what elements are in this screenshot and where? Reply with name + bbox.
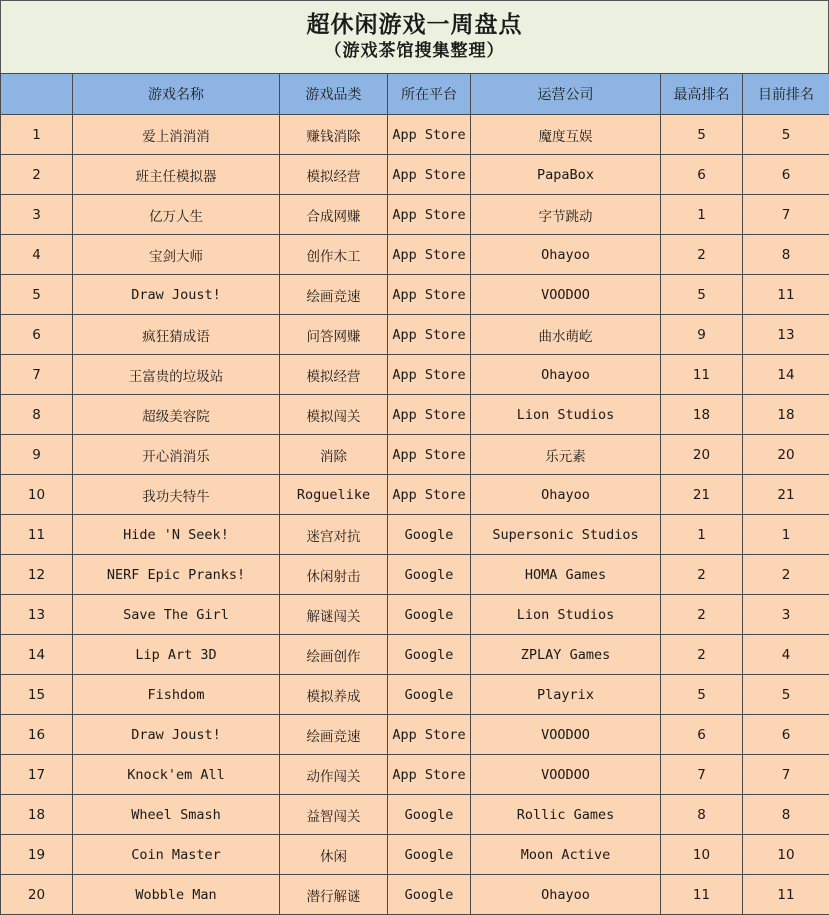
cell-platform[interactable]: Google: [388, 875, 471, 915]
cell-current-rank[interactable]: 1: [743, 515, 829, 555]
cell-best-rank[interactable]: 2: [661, 635, 743, 675]
cell-best-rank[interactable]: 6: [661, 715, 743, 755]
header-col-genre[interactable]: 游戏品类: [280, 74, 388, 115]
cell-best-rank[interactable]: 8: [661, 795, 743, 835]
cell-publisher[interactable]: VOODOO: [471, 715, 661, 755]
cell-game-name[interactable]: 超级美容院: [73, 395, 280, 435]
cell-platform[interactable]: App Store: [388, 155, 471, 195]
cell-publisher[interactable]: HOMA Games: [471, 555, 661, 595]
cell-genre[interactable]: 休闲: [280, 835, 388, 875]
cell-game-name[interactable]: 爱上消消消: [73, 115, 280, 155]
cell-genre[interactable]: 绘画创作: [280, 635, 388, 675]
cell-platform[interactable]: App Store: [388, 395, 471, 435]
cell-best-rank[interactable]: 1: [661, 195, 743, 235]
cell-genre[interactable]: 绘画竞速: [280, 275, 388, 315]
cell-genre[interactable]: 益智闯关: [280, 795, 388, 835]
cell-game-name[interactable]: Coin Master: [73, 835, 280, 875]
cell-genre[interactable]: 消除: [280, 435, 388, 475]
cell-current-rank[interactable]: 11: [743, 875, 829, 915]
header-col-publisher[interactable]: 运营公司: [471, 74, 661, 115]
cell-genre[interactable]: 赚钱消除: [280, 115, 388, 155]
cell-game-name[interactable]: Hide 'N Seek!: [73, 515, 280, 555]
cell-platform[interactable]: App Store: [388, 755, 471, 795]
cell-index[interactable]: 8: [1, 395, 73, 435]
cell-publisher[interactable]: 曲水萌屹: [471, 315, 661, 355]
cell-current-rank[interactable]: 7: [743, 195, 829, 235]
table-row[interactable]: [1, 715, 829, 755]
cell-current-rank[interactable]: 7: [743, 755, 829, 795]
cell-best-rank[interactable]: 11: [661, 875, 743, 915]
cell-game-name[interactable]: Draw Joust!: [73, 715, 280, 755]
cell-current-rank[interactable]: 18: [743, 395, 829, 435]
cell-best-rank[interactable]: 9: [661, 315, 743, 355]
table-row[interactable]: [1, 355, 829, 395]
cell-game-name[interactable]: 我功夫特牛: [73, 475, 280, 515]
cell-index[interactable]: 6: [1, 315, 73, 355]
cell-index[interactable]: 9: [1, 435, 73, 475]
header-col-index[interactable]: [1, 74, 73, 115]
header-row: [1, 74, 829, 115]
table-body: [1, 115, 829, 915]
cell-current-rank[interactable]: 6: [743, 155, 829, 195]
cell-index[interactable]: 14: [1, 635, 73, 675]
cell-best-rank[interactable]: 2: [661, 555, 743, 595]
cell-platform[interactable]: App Store: [388, 115, 471, 155]
cell-best-rank[interactable]: 7: [661, 755, 743, 795]
cell-game-name[interactable]: 亿万人生: [73, 195, 280, 235]
cell-game-name[interactable]: Wobble Man: [73, 875, 280, 915]
cell-platform[interactable]: App Store: [388, 235, 471, 275]
cell-publisher[interactable]: Playrix: [471, 675, 661, 715]
cell-genre[interactable]: 模拟养成: [280, 675, 388, 715]
cell-genre[interactable]: 动作闯关: [280, 755, 388, 795]
cell-publisher[interactable]: Lion Studios: [471, 395, 661, 435]
cell-current-rank[interactable]: 4: [743, 635, 829, 675]
cell-genre[interactable]: 迷宫对抗: [280, 515, 388, 555]
cell-publisher[interactable]: Lion Studios: [471, 595, 661, 635]
cell-genre[interactable]: 潜行解谜: [280, 875, 388, 915]
cell-publisher[interactable]: Rollic Games: [471, 795, 661, 835]
cell-publisher[interactable]: 乐元素: [471, 435, 661, 475]
page-subtitle: （游戏茶馆搜集整理）: [1, 40, 828, 62]
cell-platform[interactable]: App Store: [388, 275, 471, 315]
cell-publisher[interactable]: Moon Active: [471, 835, 661, 875]
table-row[interactable]: [1, 475, 829, 515]
cell-game-name[interactable]: Draw Joust!: [73, 275, 280, 315]
cell-current-rank[interactable]: 20: [743, 435, 829, 475]
cell-index[interactable]: 13: [1, 595, 73, 635]
cell-best-rank[interactable]: 5: [661, 675, 743, 715]
cell-publisher[interactable]: Ohayoo: [471, 875, 661, 915]
header-col-current-rank[interactable]: 目前排名: [743, 74, 829, 115]
cell-publisher[interactable]: Supersonic Studios: [471, 515, 661, 555]
cell-index[interactable]: 4: [1, 235, 73, 275]
cell-index[interactable]: 17: [1, 755, 73, 795]
cell-platform[interactable]: Google: [388, 835, 471, 875]
cell-genre[interactable]: 合成网赚: [280, 195, 388, 235]
cell-game-name[interactable]: Lip Art 3D: [73, 635, 280, 675]
cell-platform[interactable]: App Store: [388, 435, 471, 475]
cell-current-rank[interactable]: 21: [743, 475, 829, 515]
cell-publisher[interactable]: 魔度互娱: [471, 115, 661, 155]
cell-current-rank[interactable]: 8: [743, 795, 829, 835]
table-row[interactable]: [1, 675, 829, 715]
cell-best-rank[interactable]: 21: [661, 475, 743, 515]
cell-best-rank[interactable]: 11: [661, 355, 743, 395]
cell-game-name[interactable]: NERF Epic Pranks!: [73, 555, 280, 595]
cell-current-rank[interactable]: 6: [743, 715, 829, 755]
cell-best-rank[interactable]: 5: [661, 275, 743, 315]
cell-platform[interactable]: Google: [388, 515, 471, 555]
cell-index[interactable]: 15: [1, 675, 73, 715]
cell-platform[interactable]: App Store: [388, 715, 471, 755]
cell-genre[interactable]: Roguelike: [280, 475, 388, 515]
cell-current-rank[interactable]: 5: [743, 115, 829, 155]
cell-publisher[interactable]: Ohayoo: [471, 235, 661, 275]
cell-game-name[interactable]: 王富贵的垃圾站: [73, 355, 280, 395]
cell-current-rank[interactable]: 2: [743, 555, 829, 595]
cell-current-rank[interactable]: 3: [743, 595, 829, 635]
cell-index[interactable]: 3: [1, 195, 73, 235]
table-row[interactable]: [1, 755, 829, 795]
ranking-table: [0, 73, 829, 915]
cell-index[interactable]: 18: [1, 795, 73, 835]
table-row[interactable]: [1, 635, 829, 675]
cell-publisher[interactable]: VOODOO: [471, 275, 661, 315]
table-row[interactable]: [1, 435, 829, 475]
cell-index[interactable]: 11: [1, 515, 73, 555]
cell-publisher[interactable]: VOODOO: [471, 755, 661, 795]
cell-platform[interactable]: Google: [388, 795, 471, 835]
table-row[interactable]: [1, 115, 829, 155]
cell-genre[interactable]: 绘画竞速: [280, 715, 388, 755]
cell-game-name[interactable]: Knock'em All: [73, 755, 280, 795]
cell-best-rank[interactable]: 6: [661, 155, 743, 195]
cell-best-rank[interactable]: 1: [661, 515, 743, 555]
cell-game-name[interactable]: Fishdom: [73, 675, 280, 715]
cell-current-rank[interactable]: 14: [743, 355, 829, 395]
cell-index[interactable]: 19: [1, 835, 73, 875]
table-row[interactable]: [1, 275, 829, 315]
cell-publisher[interactable]: Ohayoo: [471, 355, 661, 395]
cell-best-rank[interactable]: 2: [661, 595, 743, 635]
cell-platform[interactable]: Google: [388, 635, 471, 675]
table-row[interactable]: [1, 875, 829, 915]
cell-game-name[interactable]: 开心消消乐: [73, 435, 280, 475]
cell-game-name[interactable]: Wheel Smash: [73, 795, 280, 835]
cell-index[interactable]: 7: [1, 355, 73, 395]
cell-current-rank[interactable]: 8: [743, 235, 829, 275]
cell-genre[interactable]: 休闲射击: [280, 555, 388, 595]
cell-current-rank[interactable]: 11: [743, 275, 829, 315]
cell-best-rank[interactable]: 5: [661, 115, 743, 155]
cell-publisher[interactable]: PapaBox: [471, 155, 661, 195]
cell-current-rank[interactable]: 13: [743, 315, 829, 355]
cell-platform[interactable]: Google: [388, 675, 471, 715]
cell-index[interactable]: 12: [1, 555, 73, 595]
cell-current-rank[interactable]: 5: [743, 675, 829, 715]
header-col-game-name[interactable]: 游戏名称: [73, 74, 280, 115]
cell-best-rank[interactable]: 20: [661, 435, 743, 475]
cell-platform[interactable]: Google: [388, 595, 471, 635]
cell-index[interactable]: 5: [1, 275, 73, 315]
cell-genre[interactable]: 解谜闯关: [280, 595, 388, 635]
cell-genre[interactable]: 模拟经营: [280, 155, 388, 195]
cell-index[interactable]: 20: [1, 875, 73, 915]
header-col-platform[interactable]: 所在平台: [388, 74, 471, 115]
cell-game-name[interactable]: 疯狂猜成语: [73, 315, 280, 355]
cell-game-name[interactable]: Save The Girl: [73, 595, 280, 635]
table-row[interactable]: [1, 555, 829, 595]
cell-genre[interactable]: 模拟经营: [280, 355, 388, 395]
cell-platform[interactable]: App Store: [388, 315, 471, 355]
cell-publisher[interactable]: Ohayoo: [471, 475, 661, 515]
cell-index[interactable]: 2: [1, 155, 73, 195]
title-banner: [0, 0, 829, 74]
cell-genre[interactable]: 问答网赚: [280, 315, 388, 355]
cell-platform[interactable]: App Store: [388, 475, 471, 515]
cell-platform[interactable]: App Store: [388, 355, 471, 395]
cell-best-rank[interactable]: 2: [661, 235, 743, 275]
table-row[interactable]: [1, 515, 829, 555]
table-row[interactable]: [1, 835, 829, 875]
header-col-best-rank[interactable]: 最高排名: [661, 74, 743, 115]
cell-platform[interactable]: Google: [388, 555, 471, 595]
cell-index[interactable]: 1: [1, 115, 73, 155]
table-row[interactable]: [1, 195, 829, 235]
page-title: 超休闲游戏一周盘点: [1, 10, 828, 40]
cell-best-rank[interactable]: 10: [661, 835, 743, 875]
table-row[interactable]: [1, 315, 829, 355]
cell-index[interactable]: 16: [1, 715, 73, 755]
cell-current-rank[interactable]: 10: [743, 835, 829, 875]
cell-best-rank[interactable]: 18: [661, 395, 743, 435]
cell-publisher[interactable]: 字节跳动: [471, 195, 661, 235]
cell-genre[interactable]: 模拟闯关: [280, 395, 388, 435]
table-row[interactable]: [1, 235, 829, 275]
table-row[interactable]: [1, 395, 829, 435]
cell-genre[interactable]: 创作木工: [280, 235, 388, 275]
cell-game-name[interactable]: 班主任模拟器: [73, 155, 280, 195]
table-row[interactable]: [1, 595, 829, 635]
table-row[interactable]: [1, 155, 829, 195]
cell-platform[interactable]: App Store: [388, 195, 471, 235]
cell-game-name[interactable]: 宝剑大师: [73, 235, 280, 275]
cell-index[interactable]: 10: [1, 475, 73, 515]
table-row[interactable]: [1, 795, 829, 835]
cell-publisher[interactable]: ZPLAY Games: [471, 635, 661, 675]
